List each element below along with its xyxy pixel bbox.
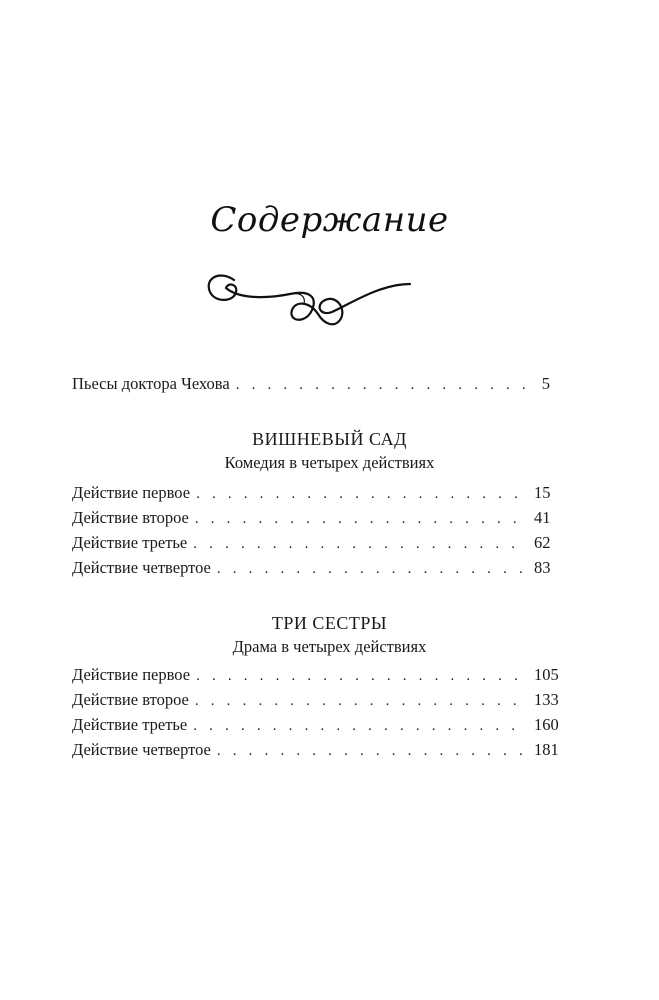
toc-row[interactable]: [72, 480, 550, 505]
toc-leader-dots: [195, 507, 528, 532]
toc-entry-label: Действие второе: [72, 690, 189, 709]
toc-entry-label: Действие четвертое: [72, 740, 211, 759]
section-title: ВИШНЕВЫЙ САД: [252, 429, 407, 449]
toc-page-number: 62: [534, 533, 551, 552]
toc-entry-label: Действие четвертое: [72, 558, 211, 577]
toc-entry-label: Пьесы доктора Чехова: [72, 374, 230, 393]
toc-row[interactable]: [72, 530, 550, 555]
toc-leader-dots: [193, 532, 528, 557]
toc-leader-dots: [193, 714, 528, 739]
toc-page-number: 133: [534, 690, 559, 709]
toc-row[interactable]: [72, 737, 559, 762]
section-subtitle: Драма в четырех действиях: [232, 637, 427, 656]
section-header-cherry-orchard: [0, 427, 659, 475]
toc-row[interactable]: [72, 555, 550, 580]
toc-leader-dots: [196, 664, 528, 689]
toc-list-three-sisters: [72, 662, 559, 762]
section-header-three-sisters: [0, 611, 659, 659]
section-subtitle: Комедия в четырех действиях: [224, 453, 435, 472]
toc-row[interactable]: [72, 371, 550, 396]
toc-page-number: 5: [541, 374, 550, 393]
toc-page-number: 181: [534, 740, 559, 759]
flourish-ornament-icon: [200, 262, 420, 342]
toc-leader-dots: [217, 739, 528, 764]
toc-page-number: 41: [534, 508, 551, 527]
toc-leader-dots: [236, 373, 528, 398]
toc-row[interactable]: [72, 662, 559, 687]
toc-leader-dots: [217, 557, 528, 582]
toc-page-number: 15: [534, 483, 551, 502]
page-title: Содержание: [210, 200, 449, 240]
toc-row[interactable]: [72, 712, 559, 737]
toc-entry-label: Действие первое: [72, 483, 191, 502]
toc-page-number: 83: [534, 558, 551, 577]
toc-entry-label: Действие первое: [72, 665, 191, 684]
toc-entry-label: Действие второе: [72, 508, 189, 527]
toc-leader-dots: [196, 482, 528, 507]
toc-row[interactable]: [72, 687, 559, 712]
toc-page-number: 160: [534, 715, 559, 734]
section-title: ТРИ СЕСТРЫ: [271, 613, 388, 633]
toc-intro: [72, 371, 550, 396]
toc-page-number: 105: [534, 665, 559, 684]
toc-leader-dots: [195, 689, 528, 714]
toc-row[interactable]: [72, 505, 550, 530]
toc-entry-label: Действие третье: [72, 715, 188, 734]
toc-list-cherry-orchard: [72, 480, 550, 580]
toc-entry-label: Действие третье: [72, 533, 188, 552]
